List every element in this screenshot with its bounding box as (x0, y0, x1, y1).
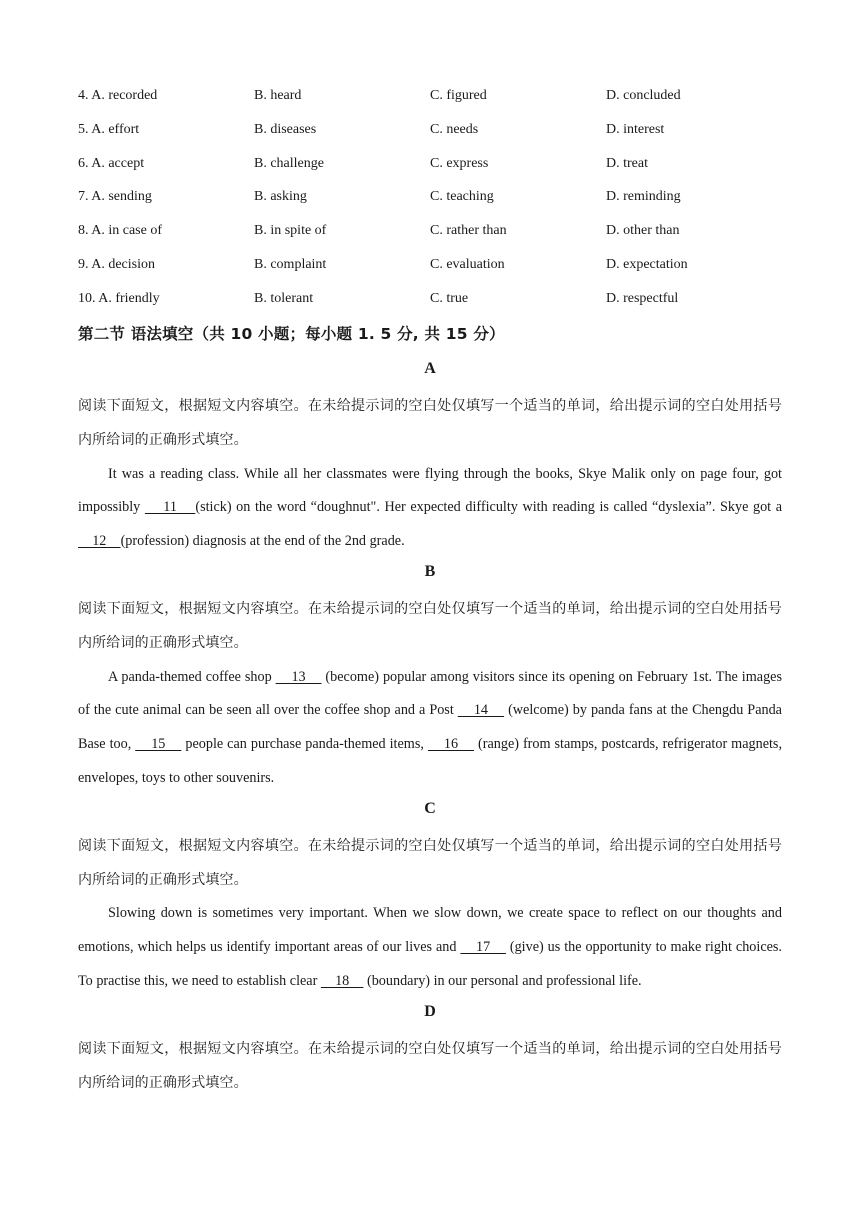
passage-text (78, 897, 782, 998)
option-row (78, 120, 782, 154)
passage-text (78, 458, 782, 559)
option-cell: 9. A. decision (78, 256, 155, 272)
fill-blank: 16 (427, 736, 475, 753)
answer-options-table (78, 86, 782, 323)
option-cell: 4. A. recorded (78, 88, 158, 103)
option-cell: C. rather than (430, 223, 507, 239)
option-cell: B. heard (254, 88, 302, 103)
option-cell: C. figured (430, 88, 487, 103)
option-cell: 5. A. effort (78, 121, 140, 137)
fill-blank: 15 (135, 736, 182, 753)
option-row (78, 289, 782, 323)
passage-text-segment: (range) from stamps, postcards, refrigerator magnets, envelopes, toys to other souvenirs. (78, 736, 782, 786)
passage-letter: A (424, 360, 436, 377)
fill-blank: 14 (457, 702, 505, 719)
passage-text (78, 661, 782, 796)
passage-text-segment: (boundary) in our personal and professional life. (363, 972, 642, 989)
option-cell: B. challenge (254, 155, 324, 171)
passage-letter: B (424, 562, 436, 580)
option-row (78, 187, 782, 221)
option-cell: B. in spite of (254, 223, 327, 239)
option-cell: B. diseases (254, 121, 317, 137)
passage-text-segment: It was a reading class. While all her classmates were flying through the books, Skye Malik only on page four, got impossibly (78, 465, 782, 516)
option-cell: C. needs (430, 121, 479, 137)
passage-text-segment: A panda-themed coffee shop (108, 668, 276, 685)
option-row (78, 154, 782, 188)
option-cell: D. expectation (606, 256, 688, 272)
option-cell: D. treat (606, 155, 648, 171)
passage-instruction: 阅读下面短文，根据短文内容填空。在未给提示词的空白处仅填写一个适当的单词，给出提示词的空白处用括号内所给词的正确形式填空。 (78, 600, 782, 651)
passage-instruction: 阅读下面短文，根据短文内容填空。在未给提示词的空白处仅填写一个适当的单词，给出提示词的空白处用括号内所给词的正确形式填空。 (78, 1040, 782, 1091)
passage-text-segment: (give) us the opportunity to make right choices. To practise this, we need to establish clear (78, 939, 782, 989)
option-cell: D. respectful (606, 290, 679, 306)
option-cell: 8. A. in case of (78, 223, 162, 239)
fill-blank: 18 (320, 972, 364, 989)
passage-letter: D (424, 1002, 436, 1020)
passage-text-segment: (stick) on the word “doughnut". Her expected difficulty with reading is called “dyslexia”. Skye got a (195, 499, 782, 516)
fill-blank: 11 (144, 499, 196, 516)
option-cell: C. express (430, 155, 489, 171)
fill-blank: 12 (78, 533, 121, 550)
option-cell: D. reminding (606, 189, 681, 205)
option-row (78, 255, 782, 289)
passage-text-segment: (become) popular among visitors since its opening on February 1st. The images of the cute animal can be seen all over the coffee shop and a Post (78, 668, 782, 719)
option-cell: B. tolerant (254, 290, 314, 306)
passage-letter: C (424, 799, 436, 817)
option-cell: D. concluded (606, 88, 681, 103)
option-cell: C. true (430, 290, 469, 306)
option-row (78, 86, 782, 120)
option-cell: D. interest (606, 121, 665, 137)
option-row (78, 221, 782, 255)
passage-text-segment: (welcome) by panda fans at the Chengdu Panda Base too, (78, 702, 782, 753)
fill-blank: 13 (275, 668, 322, 685)
option-cell: C. teaching (430, 189, 494, 205)
option-cell: 6. A. accept (78, 155, 145, 171)
passages (78, 356, 782, 1100)
passage-text-segment: Slowing down is sometimes very important. When we slow down, we create space to reflect on our thoughts and emotions, which helps us identify important areas of our lives and (78, 905, 782, 956)
option-cell: B. complaint (254, 256, 327, 272)
section-title: 第二节 语法填空（共 10 小题；每小题 1. 5 分, 共 15 分） (78, 325, 505, 343)
option-cell: C. evaluation (430, 256, 505, 272)
passage-instruction: 阅读下面短文，根据短文内容填空。在未给提示词的空白处仅填写一个适当的单词，给出提示词的空白处用括号内所给词的正确形式填空。 (78, 398, 782, 448)
option-cell: 7. A. sending (78, 189, 152, 205)
passage-instruction: 阅读下面短文，根据短文内容填空。在未给提示词的空白处仅填写一个适当的单词，给出提示词的空白处用括号内所给词的正确形式填空。 (78, 837, 782, 888)
passage-text-segment: (profession) diagnosis at the end of the 2nd grade. (120, 533, 405, 550)
option-cell: B. asking (254, 189, 307, 205)
fill-blank: 17 (460, 939, 506, 956)
passage-text-segment: people can purchase panda-themed items, (181, 736, 428, 753)
option-cell: D. other than (606, 223, 680, 239)
option-cell: 10. A. friendly (78, 290, 160, 306)
